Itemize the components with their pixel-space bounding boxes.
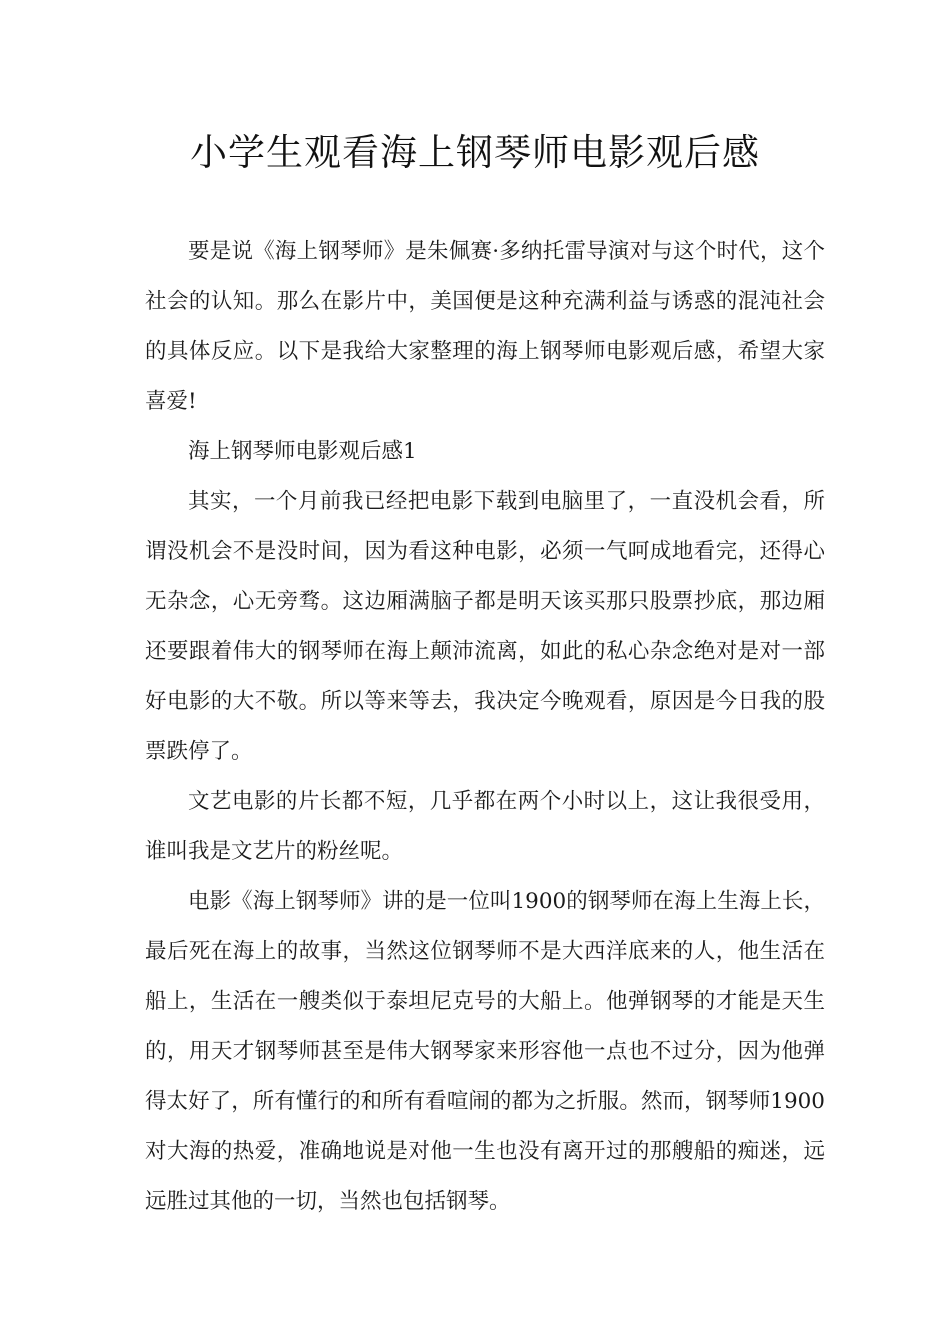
document-title: 小学生观看海上钢琴师电影观后感 [190, 131, 760, 174]
body-paragraph: 其实，一个月前我已经把电影下载到电脑里了，一直没机会看，所谓没机会不是没时间，因为看这种电影，必须一气呵成地看完，还得心无杂念，心无旁骛。这边厢满脑子都是明天该买那只股票抄底，那边厢还要跟着伟大的钢琴师在海上颠沛流离，如此的私心杂念绝对是对一部好电影的大不敬。所以等来等去，我决定今晚观看，原因是今日我的股票跌停了。 [145, 489, 825, 764]
section-heading: 海上钢琴师电影观后感1 [188, 439, 417, 464]
document-body [145, 227, 825, 1227]
body-paragraph: 电影《海上钢琴师》讲的是一位叫1900的钢琴师在海上生海上长，最后死在海上的故事，当然这位钢琴师不是大西洋底来的人，他生活在船上，生活在一艘类似于泰坦尼克号的大船上。他弹钢琴的才能是天生的，用天才钢琴师甚至是伟大钢琴家来形容他一点也不过分，因为他弹得太好了，所有懂行的和所有看喧闹的都为之折服。然而，钢琴师1900对大海的热爱，准确地说是对他一生也没有离开过的那艘船的痴迷，远远胜过其他的一切，当然也包括钢琴。 [145, 889, 825, 1214]
intro-paragraph: 要是说《海上钢琴师》是朱佩赛·多纳托雷导演对与这个时代，这个社会的认知。那么在影片中，美国便是这种充满利益与诱惑的混沌社会的具体反应。以下是我给大家整理的海上钢琴师电影观后感，希望大家喜爱! [145, 239, 825, 414]
body-paragraph: 文艺电影的片长都不短，几乎都在两个小时以上，这让我很受用，谁叫我是文艺片的粉丝呢。 [145, 789, 825, 864]
